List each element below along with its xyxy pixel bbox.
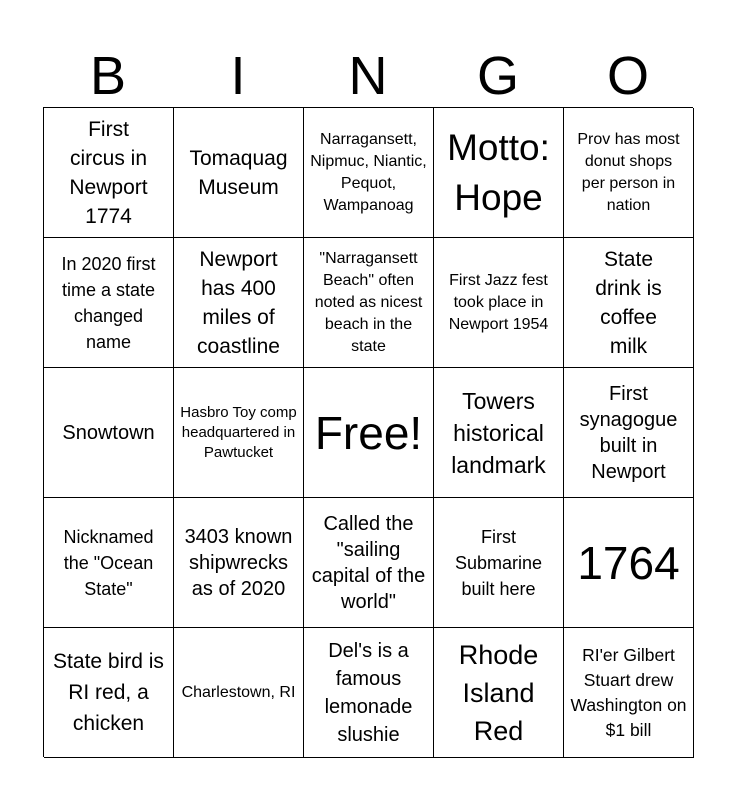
cell-text: First circus in Newport 1774 bbox=[69, 117, 148, 228]
cell-text: Towers historical landmark bbox=[451, 387, 546, 478]
cell-text: Charlestown, RI bbox=[181, 683, 296, 701]
bingo-cell-r2c1[interactable] bbox=[44, 238, 174, 368]
bingo-cell-r2c3[interactable] bbox=[304, 238, 434, 368]
cell-text: Motto: Hope bbox=[447, 126, 550, 218]
bingo-cell-r1c4[interactable] bbox=[434, 108, 564, 238]
bingo-header bbox=[43, 44, 693, 108]
bingo-cell-r1c5[interactable] bbox=[564, 108, 694, 238]
cell-text: State bird is RI red, a chicken bbox=[53, 650, 164, 735]
cell-text: Called the "sailing capital of the world" bbox=[311, 512, 426, 613]
header-letter-n: N bbox=[348, 46, 388, 106]
bingo-cell-r4c5[interactable] bbox=[564, 498, 694, 628]
bingo-cell-r5c2[interactable] bbox=[174, 628, 304, 758]
cell-text: 1764 bbox=[577, 536, 680, 589]
bingo-cell-r4c3[interactable] bbox=[304, 498, 434, 628]
cell-text: Free! bbox=[314, 406, 423, 459]
bingo-cell-r5c4[interactable] bbox=[434, 628, 564, 758]
cell-text: Hasbro Toy comp headquartered in Pawtucket bbox=[180, 403, 297, 461]
bingo-cell-r3c3[interactable] bbox=[304, 368, 434, 498]
header-letter-b: B bbox=[89, 46, 127, 106]
cell-text: First synagogue built in Newport bbox=[579, 382, 678, 483]
bingo-cell-r2c5[interactable] bbox=[564, 238, 694, 368]
header-letter-i: I bbox=[230, 46, 246, 106]
bingo-cell-r1c1[interactable] bbox=[44, 108, 174, 238]
cell-text: Rhode Island Red bbox=[458, 639, 539, 746]
bingo-cell-r5c5[interactable] bbox=[564, 628, 694, 758]
bingo-cell-r3c4[interactable] bbox=[434, 368, 564, 498]
bingo-cell-r4c2[interactable] bbox=[174, 498, 304, 628]
bingo-cell-r5c1[interactable] bbox=[44, 628, 174, 758]
cell-text: Nicknamed the "Ocean State" bbox=[63, 526, 154, 599]
bingo-grid bbox=[43, 107, 693, 757]
cell-text: Del's is a famous lemonade slushie bbox=[324, 639, 413, 746]
cell-text: State drink is coffee milk bbox=[595, 247, 662, 358]
cell-text: Narragansett, Nipmuc, Niantic, Pequot, Wampanoag bbox=[310, 130, 427, 214]
bingo-cell-r4c1[interactable] bbox=[44, 498, 174, 628]
cell-text: Snowtown bbox=[62, 421, 155, 444]
cell-text: First Submarine built here bbox=[454, 526, 543, 599]
bingo-cell-r2c4[interactable] bbox=[434, 238, 564, 368]
cell-text: RI'er Gilbert Stuart drew Washington on $1 bill bbox=[570, 644, 687, 740]
bingo-cell-r1c3[interactable] bbox=[304, 108, 434, 238]
bingo-cell-r3c5[interactable] bbox=[564, 368, 694, 498]
header-letter-o: O bbox=[606, 46, 649, 106]
cell-text: Tomaquag Museum bbox=[189, 146, 288, 199]
cell-text: First Jazz fest took place in Newport 1954 bbox=[448, 271, 549, 333]
cell-text: Newport has 400 miles of coastline bbox=[197, 247, 280, 358]
bingo-cell-r2c2[interactable] bbox=[174, 238, 304, 368]
bingo-cell-r5c3[interactable] bbox=[304, 628, 434, 758]
bingo-cell-r3c2[interactable] bbox=[174, 368, 304, 498]
bingo-cell-r4c4[interactable] bbox=[434, 498, 564, 628]
bingo-cell-r3c1[interactable] bbox=[44, 368, 174, 498]
cell-text: In 2020 first time a state changed name bbox=[61, 253, 156, 352]
cell-text: "Narragansett Beach" often noted as nicest beach in the state bbox=[314, 249, 423, 355]
bingo-cell-r1c2[interactable] bbox=[174, 108, 304, 238]
cell-text: Prov has most donut shops per person in nation bbox=[577, 130, 680, 214]
cell-text: 3403 known shipwrecks as of 2020 bbox=[184, 525, 293, 600]
header-letter-g: G bbox=[476, 46, 519, 106]
